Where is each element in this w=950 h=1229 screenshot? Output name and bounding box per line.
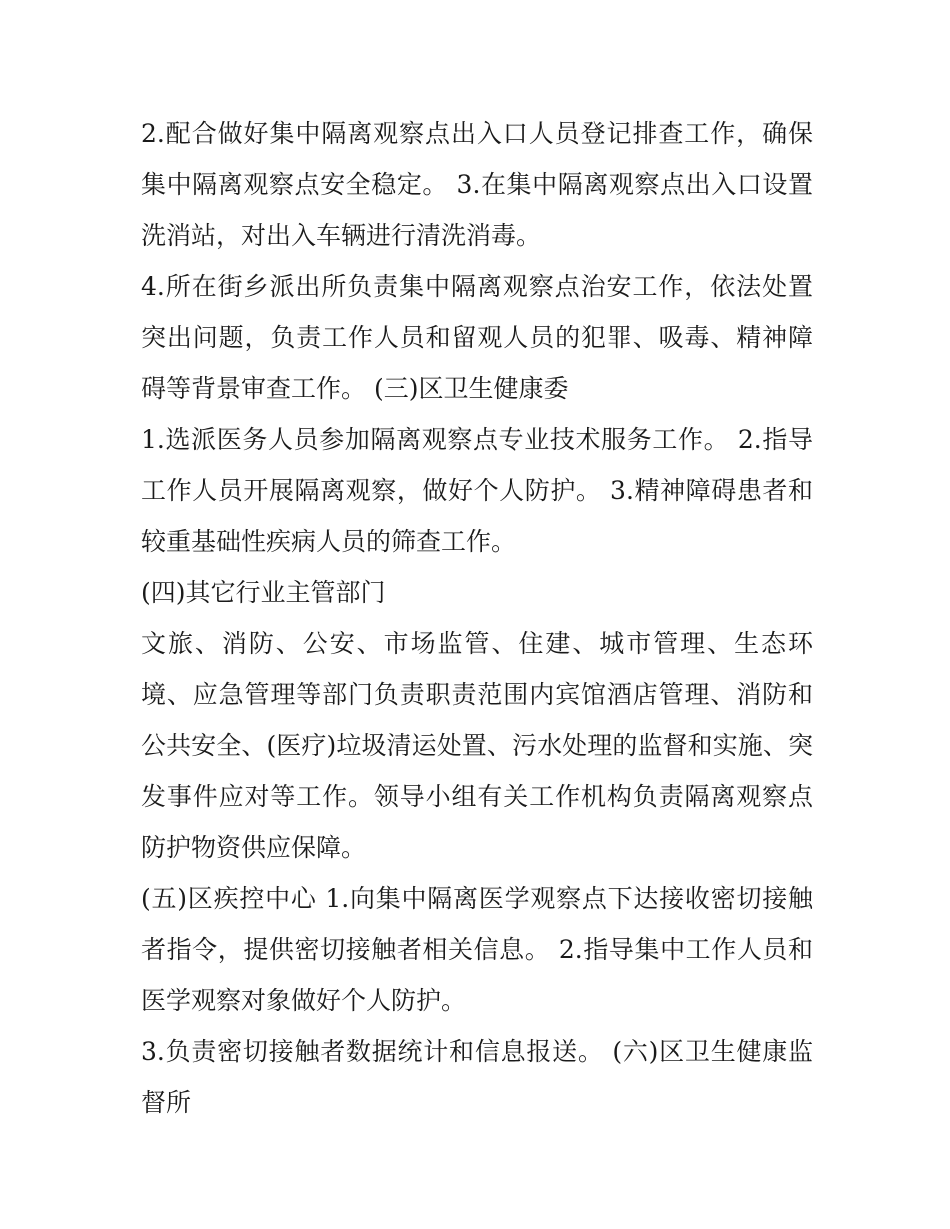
paragraph-data-reporting: 3.负责密切接触者数据统计和信息报送。 (六)区卫生健康监督所 (141, 1037, 813, 1117)
paragraph-cdc-duties: (五)区疾控中心 1.向集中隔离医学观察点下达接收密切接触者指令，提供密切接触者相关信息。 2.指导集中工作人员和医学观察对象做好个人防护。 (141, 884, 813, 1015)
section-heading-other-departments: (四)其它行业主管部门 (141, 578, 386, 607)
paragraph-public-security-duties: 2.配合做好集中隔离观察点出入口人员登记排查工作，确保集中隔离观察点安全稳定。 3.在集中隔离观察点出入口设置洗消站，对出入车辆进行清洗消毒。 (141, 119, 813, 250)
paragraph-health-commission-duties: 1.选派医务人员参加隔离观察点专业技术服务工作。 2.指导工作人员开展隔离观察，做好个人防护。 3.精神障碍患者和较重基础性疾病人员的筛查工作。 (141, 425, 813, 556)
paragraph-other-departments-duties: 文旅、消防、公安、市场监管、住建、城市管理、生态环境、应急管理等部门负责职责范围内宾馆酒店管理、消防和公共安全、(医疗)垃圾清运处置、污水处理的监督和实施、突发事件应对等工作。领导小组有关工作机构负责隔离观察点防护物资供应保障。 (141, 629, 813, 862)
paragraph-police-station-duties: 4.所在街乡派出所负责集中隔离观察点治安工作，依法处置突出问题，负责工作人员和留观人员的犯罪、吸毒、精神障碍等背景审查工作。 (三)区卫生健康委 (141, 272, 813, 403)
document-body (141, 108, 813, 1128)
